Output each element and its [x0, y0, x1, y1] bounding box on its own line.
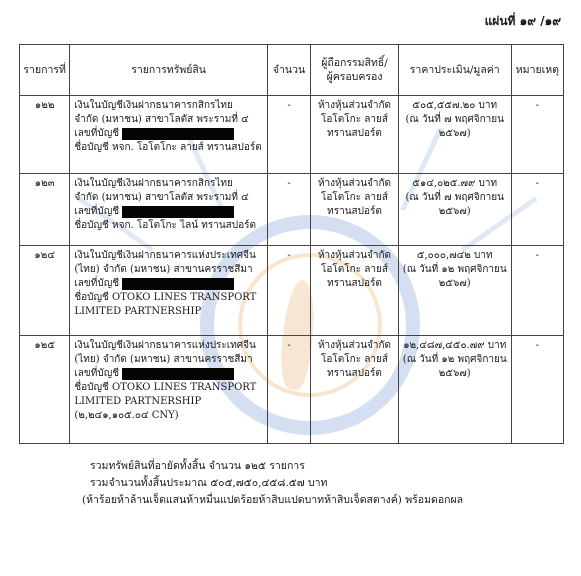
- appraised-value: [398, 174, 511, 246]
- remark: -: [511, 246, 563, 336]
- remark: -: [511, 96, 563, 174]
- quantity: -: [267, 246, 310, 336]
- asset-line: เงินในบัญชีเงินฝากธนาคารกสิกรไทย: [74, 178, 233, 189]
- header-qty: จำนวน: [267, 45, 310, 96]
- header-item: รายการทรัพย์สิน: [70, 45, 267, 96]
- asset-line: เงินในบัญชีเงินฝากธนาคารกสิกรไทย: [74, 100, 233, 111]
- account-number-label: เลขที่บัญชี: [74, 368, 120, 379]
- header-note: หมายเหตุ: [511, 45, 563, 96]
- appraised-value: [398, 96, 511, 174]
- owner-line: โอโตโกะ ลายส์: [321, 114, 388, 125]
- value-line: (ณ วันที่ ๑๒ พฤศจิกายน: [402, 354, 507, 365]
- value-line: (ณ วันที่ ๑๒ พฤศจิกายน: [402, 264, 507, 275]
- owner-line: ห้างหุ้นส่วนจำกัด: [317, 250, 392, 261]
- summary-total-amount: รวมจำนวนทั้งสิ้นประมาณ ๕๐๕,๗๕๐,๔๕๘.๕๗ บาท: [90, 477, 328, 489]
- table-row: [20, 174, 564, 246]
- table-header-row: [20, 45, 564, 96]
- header-no: รายการที่: [20, 45, 70, 96]
- asset-line: ชื่อบัญชี หจก. โอโตโกะ ไลน์ ทรานสปอร์ต: [74, 220, 256, 231]
- owner: [311, 96, 399, 174]
- table-row: [20, 336, 564, 444]
- appraised-value: [398, 336, 511, 444]
- value-line: ๒๕๖๗): [438, 128, 471, 139]
- value-line: ๕๑๔,๐๒๕.๗๙ บาท: [412, 178, 498, 189]
- summary-block: [82, 458, 464, 509]
- table-row: [20, 246, 564, 336]
- owner: [311, 336, 399, 444]
- remark: -: [511, 174, 563, 246]
- owner: [311, 174, 399, 246]
- header-owner-line: ผู้ครอบครอง: [326, 71, 383, 83]
- owner-line: โอโตโกะ ลายส์: [321, 264, 388, 275]
- redacted-account-number: [122, 368, 234, 380]
- asset-description: [70, 96, 267, 174]
- asset-description: [70, 174, 267, 246]
- owner-line: ห้างหุ้นส่วนจำกัด: [317, 100, 392, 111]
- owner-line: ห้างหุ้นส่วนจำกัด: [317, 178, 392, 189]
- asset-line: LIMITED PARTNERSHIP: [74, 306, 202, 317]
- value-line: (ณ วันที่ ๗ พฤศจิกายน: [405, 114, 504, 125]
- asset-line: จำกัด (มหาชน) สาขาโลตัส พระรามที่ ๔: [74, 192, 249, 203]
- account-number-label: เลขที่บัญชี: [74, 278, 120, 289]
- redacted-account-number: [122, 128, 234, 140]
- asset-line: เงินในบัญชีเงินฝากธนาคารแห่งประเทศจีน: [74, 340, 256, 351]
- asset-line: (ไทย) จำกัด (มหาชน) สาขานครราชสีมา: [74, 354, 253, 365]
- asset-line: ชื่อบัญชี หจก. โอโตโกะ ลายส์ ทรานสปอร์ต: [74, 142, 262, 153]
- owner-line: ทรานสปอร์ต: [327, 368, 382, 379]
- value-line: ๕,๐๐๐,๗๔๒ บาท: [416, 250, 493, 261]
- asset-line: [74, 277, 262, 291]
- row-number: ๑๒๔: [20, 246, 70, 336]
- owner-line: โอโตโกะ ลายส์: [321, 192, 388, 203]
- asset-line: (๒,๒๔๑,๑๐๕.๐๔ CNY): [74, 410, 179, 421]
- value-line: ๒๕๖๗): [438, 206, 471, 217]
- asset-table: [19, 44, 564, 444]
- quantity: -: [267, 96, 310, 174]
- owner-line: ทรานสปอร์ต: [327, 128, 382, 139]
- summary-total-items: รวมทรัพย์สินที่อายัดทั้งสิ้น จำนวน ๑๒๕ รายการ: [90, 460, 305, 472]
- redacted-account-number: [122, 206, 234, 218]
- quantity: -: [267, 336, 310, 444]
- asset-line: ชื่อบัญชี OTOKO LINES TRANSPORT: [74, 292, 257, 303]
- value-line: ๕๐๕,๕๕๗.๒๐ บาท: [412, 100, 498, 111]
- owner: [311, 246, 399, 336]
- asset-description: [70, 246, 267, 336]
- asset-line: [74, 367, 262, 381]
- remark: -: [511, 336, 563, 444]
- header-price: ราคาประเมิน/มูลค่า: [398, 45, 511, 96]
- asset-line: (ไทย) จำกัด (มหาชน) สาขานครราชสีมา: [74, 264, 253, 275]
- table-row: [20, 96, 564, 174]
- owner-line: ทรานสปอร์ต: [327, 206, 382, 217]
- sheet-number: แผ่นที่ ๑๙ /๑๙: [484, 14, 561, 28]
- value-line: (ณ วันที่ ๗ พฤศจิกายน: [405, 192, 504, 203]
- redacted-account-number: [122, 278, 234, 290]
- asset-line: LIMITED PARTNERSHIP: [74, 396, 202, 407]
- quantity: -: [267, 174, 310, 246]
- row-number: ๑๒๕: [20, 336, 70, 444]
- value-line: ๒๕๖๗): [438, 278, 471, 289]
- appraised-value: [398, 246, 511, 336]
- asset-line: [74, 127, 262, 141]
- owner-line: โอโตโกะ ลายส์: [321, 354, 388, 365]
- header-owner: [311, 45, 399, 96]
- owner-line: ห้างหุ้นส่วนจำกัด: [317, 340, 392, 351]
- asset-line: เงินในบัญชีเงินฝากธนาคารแห่งประเทศจีน: [74, 250, 256, 261]
- account-number-label: เลขที่บัญชี: [74, 128, 120, 139]
- value-line: ๑๒,๔๘๗,๔๕๐.๗๙ บาท: [403, 340, 507, 351]
- summary-amount-in-words: (ห้าร้อยห้าล้านเจ็ดแสนห้าหมื่นแปดร้อยห้าสิบแปดบาทห้าสิบเจ็ดสตางค์) พร้อมดอกผล: [82, 494, 464, 506]
- asset-line: ชื่อบัญชี OTOKO LINES TRANSPORT: [74, 382, 257, 393]
- owner-line: ทรานสปอร์ต: [327, 278, 382, 289]
- asset-line: จำกัด (มหาชน) สาขาโลตัส พระรามที่ ๔: [74, 114, 249, 125]
- row-number: ๑๒๓: [20, 174, 70, 246]
- value-line: ๒๕๖๗): [438, 368, 471, 379]
- header-owner-line: ผู้ถือกรรมสิทธิ์/: [321, 57, 388, 69]
- asset-description: [70, 336, 267, 444]
- row-number: ๑๒๒: [20, 96, 70, 174]
- account-number-label: เลขที่บัญชี: [74, 206, 120, 217]
- asset-line: [74, 205, 262, 219]
